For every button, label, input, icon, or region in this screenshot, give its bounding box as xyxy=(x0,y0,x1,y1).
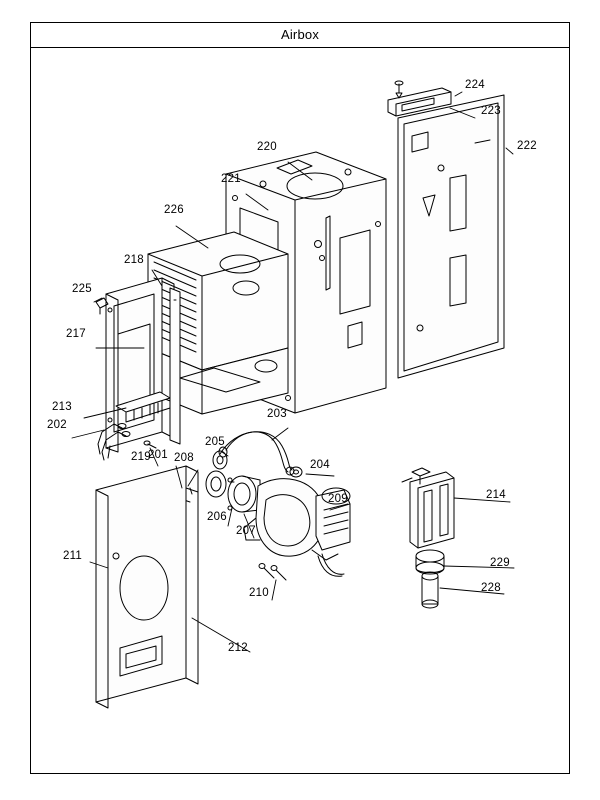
callout-228: 228 xyxy=(481,582,501,594)
callout-223: 223 xyxy=(481,105,501,117)
callout-222: 222 xyxy=(517,140,537,152)
callout-206: 206 xyxy=(207,511,227,523)
part-204-connector xyxy=(290,467,302,477)
part-229-coupling xyxy=(416,550,444,574)
part-224-screw xyxy=(395,81,403,98)
diagram-svg xyxy=(30,48,570,774)
part-206-gasket xyxy=(206,471,226,497)
part-203-tubing xyxy=(219,432,294,475)
callout-221: 221 xyxy=(221,173,241,185)
part-211-front-panel xyxy=(96,466,198,708)
callout-212: 212 xyxy=(228,642,248,654)
callout-202: 202 xyxy=(47,419,67,431)
part-226-heat-exchanger xyxy=(148,232,288,414)
exploded-diagram-artwork xyxy=(30,48,570,774)
page-title: Airbox xyxy=(280,27,320,42)
callout-213: 213 xyxy=(52,401,72,413)
callout-203: 203 xyxy=(267,408,287,420)
part-207-venturi xyxy=(228,476,260,512)
callout-226: 226 xyxy=(164,204,184,216)
callout-224: 224 xyxy=(465,79,485,91)
part-219-screw xyxy=(144,441,156,448)
part-228-outlet xyxy=(422,572,438,608)
callout-217: 217 xyxy=(66,328,86,340)
callout-207: 207 xyxy=(236,525,256,537)
part-218-door-edge xyxy=(170,288,180,444)
title-bar xyxy=(30,22,570,48)
callout-225: 225 xyxy=(72,283,92,295)
callout-214: 214 xyxy=(486,489,506,501)
callout-204: 204 xyxy=(310,459,330,471)
callout-211: 211 xyxy=(63,550,82,562)
callout-210: 210 xyxy=(249,587,269,599)
callout-219: 219 xyxy=(131,451,151,463)
part-222-rear-panel xyxy=(398,95,504,378)
callout-201: 201 xyxy=(148,449,168,461)
callout-208: 208 xyxy=(174,452,194,464)
part-210-screws xyxy=(259,564,286,581)
callout-209: 209 xyxy=(328,493,348,505)
callout-220: 220 xyxy=(257,141,277,153)
callout-218: 218 xyxy=(124,254,144,266)
callout-229: 229 xyxy=(490,557,510,569)
callout-205: 205 xyxy=(205,436,225,448)
part-214-trap xyxy=(410,468,454,548)
